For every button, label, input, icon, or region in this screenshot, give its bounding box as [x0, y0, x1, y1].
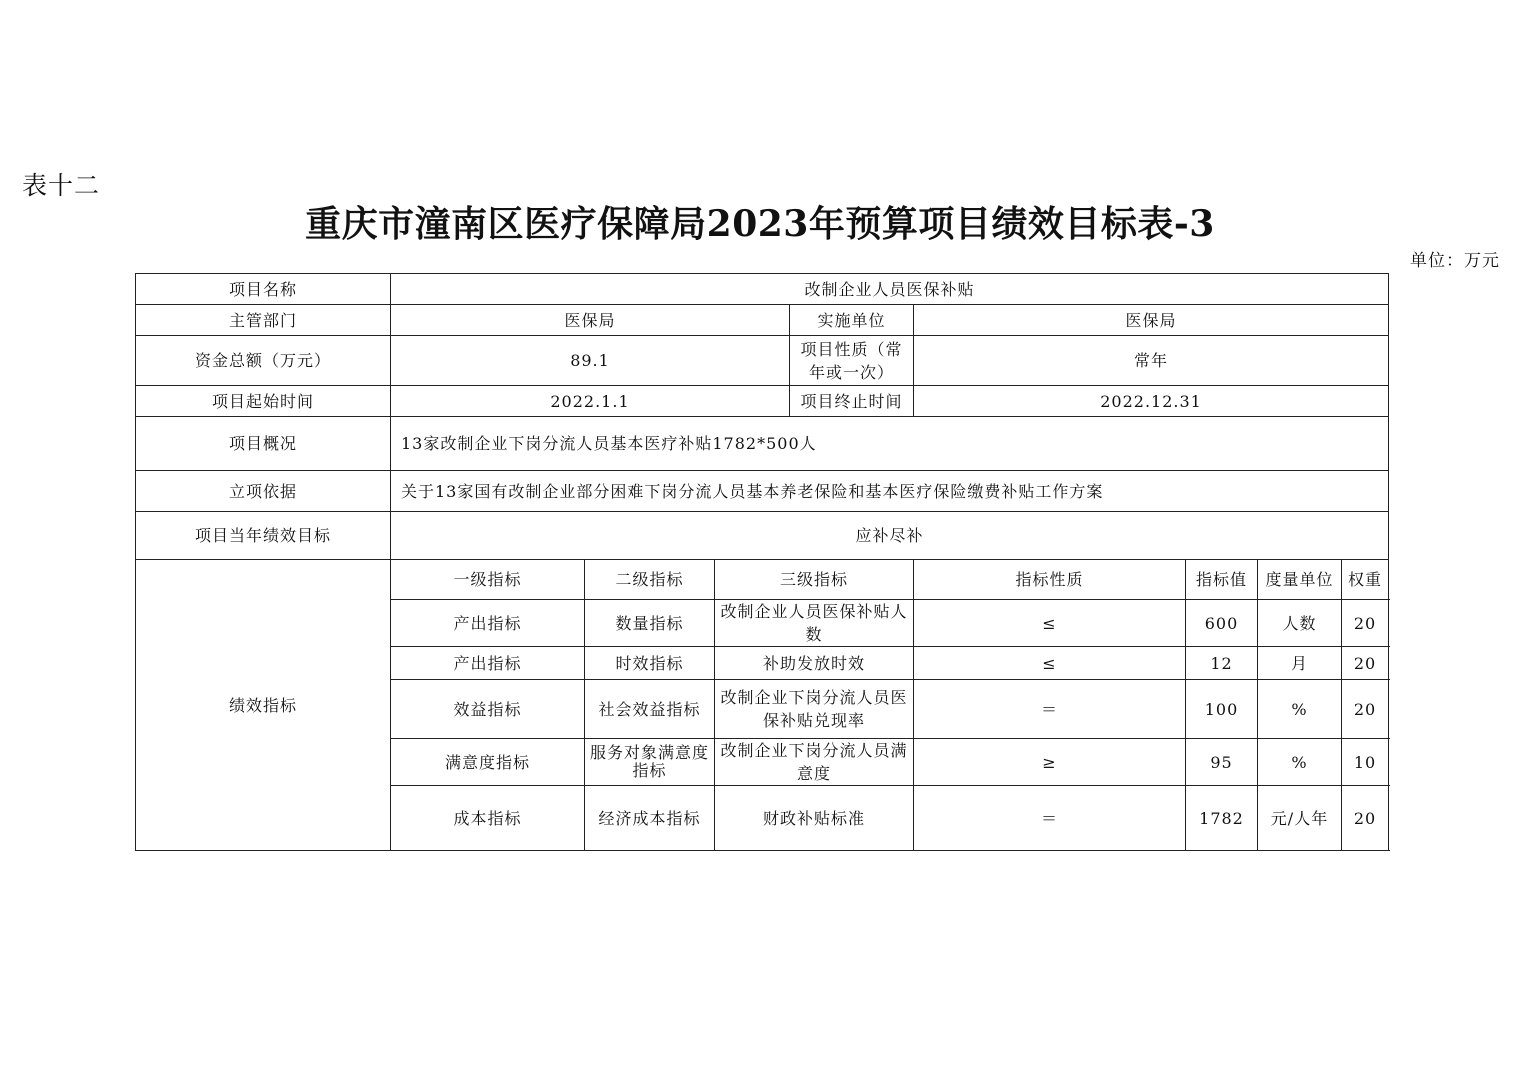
indicator-nature: ≥ — [914, 739, 1186, 786]
end-value: 2022.12.31 — [914, 386, 1389, 417]
indicator-level1: 成本指标 — [391, 786, 585, 851]
indicator-level3: 改制企业人员医保补贴人数 — [715, 600, 914, 647]
header-level3: 三级指标 — [715, 560, 914, 600]
basis-label: 立项依据 — [136, 471, 391, 512]
row-fund — [136, 336, 1389, 386]
row-project-name — [136, 274, 1389, 305]
fund-label: 资金总额（万元） — [136, 336, 391, 386]
indicator-weight: 20 — [1342, 647, 1389, 680]
row-dept — [136, 305, 1389, 336]
end-label: 项目终止时间 — [790, 386, 914, 417]
header-value: 指标值 — [1186, 560, 1258, 600]
header-level1: 一级指标 — [391, 560, 585, 600]
performance-table — [135, 273, 1389, 851]
indicator-level3: 财政补贴标准 — [715, 786, 914, 851]
indicator-level1: 产出指标 — [391, 647, 585, 680]
indicator-level2: 服务对象满意度指标 — [589, 744, 709, 780]
basis-value: 关于13家国有改制企业部分困难下岗分流人员基本养老保险和基本医疗保险缴费补贴工作方案 — [391, 471, 1389, 512]
indicator-level2: 数量指标 — [585, 600, 715, 647]
indicator-unit: 元/人年 — [1258, 786, 1342, 851]
indicator-level1: 效益指标 — [391, 680, 585, 739]
indicator-value: 12 — [1186, 647, 1258, 680]
row-period — [136, 386, 1389, 417]
indicator-unit: % — [1258, 680, 1342, 739]
indicator-nature: ≤ — [914, 647, 1186, 680]
header-unit: 度量单位 — [1258, 560, 1342, 600]
unit-label: 单位：万元 — [1410, 251, 1500, 271]
indicator-unit: 人数 — [1258, 600, 1342, 647]
indicator-level2-cell — [585, 739, 715, 786]
dept-value: 医保局 — [391, 305, 790, 336]
start-value: 2022.1.1 — [391, 386, 790, 417]
header-level2: 二级指标 — [585, 560, 715, 600]
indicators-section-label: 绩效指标 — [136, 560, 391, 851]
fund-value: 89.1 — [391, 336, 790, 386]
indicator-level1: 产出指标 — [391, 600, 585, 647]
indicator-unit: 月 — [1258, 647, 1342, 680]
document-title: 重庆市潼南区医疗保障局2023年预算项目绩效目标表-3 — [305, 203, 1215, 245]
indicator-level3: 补助发放时效 — [715, 647, 914, 680]
indicator-level3: 改制企业下岗分流人员医保补贴兑现率 — [715, 680, 914, 739]
row-goal — [136, 512, 1389, 560]
indicator-value: 100 — [1186, 680, 1258, 739]
indicator-level2: 经济成本指标 — [585, 786, 715, 851]
row-overview — [136, 417, 1389, 471]
indicator-weight: 10 — [1342, 739, 1389, 786]
header-nature: 指标性质 — [914, 560, 1186, 600]
project-name-value: 改制企业人员医保补贴 — [391, 274, 1389, 305]
project-name-label: 项目名称 — [136, 274, 391, 305]
table-number: 表十二 — [22, 171, 101, 200]
indicator-level1: 满意度指标 — [391, 739, 585, 786]
impl-unit-label: 实施单位 — [790, 305, 914, 336]
nature-value: 常年 — [914, 336, 1389, 386]
indicator-level2: 社会效益指标 — [585, 680, 715, 739]
overview-value: 13家改制企业下岗分流人员基本医疗补贴1782*500人 — [391, 417, 1389, 471]
impl-unit-value: 医保局 — [914, 305, 1389, 336]
indicator-nature: ≤ — [914, 600, 1186, 647]
start-label: 项目起始时间 — [136, 386, 391, 417]
row-basis — [136, 471, 1389, 512]
nature-label: 项目性质（常年或一次） — [790, 336, 914, 386]
overview-label: 项目概况 — [136, 417, 391, 471]
goal-value: 应补尽补 — [391, 512, 1389, 560]
indicator-weight: 20 — [1342, 680, 1389, 739]
indicator-level2: 时效指标 — [585, 647, 715, 680]
indicator-unit: % — [1258, 739, 1342, 786]
indicator-nature: ＝ — [914, 680, 1186, 739]
indicator-value: 1782 — [1186, 786, 1258, 851]
indicator-value: 600 — [1186, 600, 1258, 647]
indicator-header-row — [136, 560, 1389, 600]
indicator-nature: ＝ — [914, 786, 1186, 851]
goal-label: 项目当年绩效目标 — [136, 512, 391, 560]
indicator-value: 95 — [1186, 739, 1258, 786]
indicator-level3: 改制企业下岗分流人员满意度 — [715, 739, 914, 786]
dept-label: 主管部门 — [136, 305, 391, 336]
indicator-weight: 20 — [1342, 786, 1389, 851]
header-weight: 权重 — [1342, 560, 1389, 600]
indicator-weight: 20 — [1342, 600, 1389, 647]
